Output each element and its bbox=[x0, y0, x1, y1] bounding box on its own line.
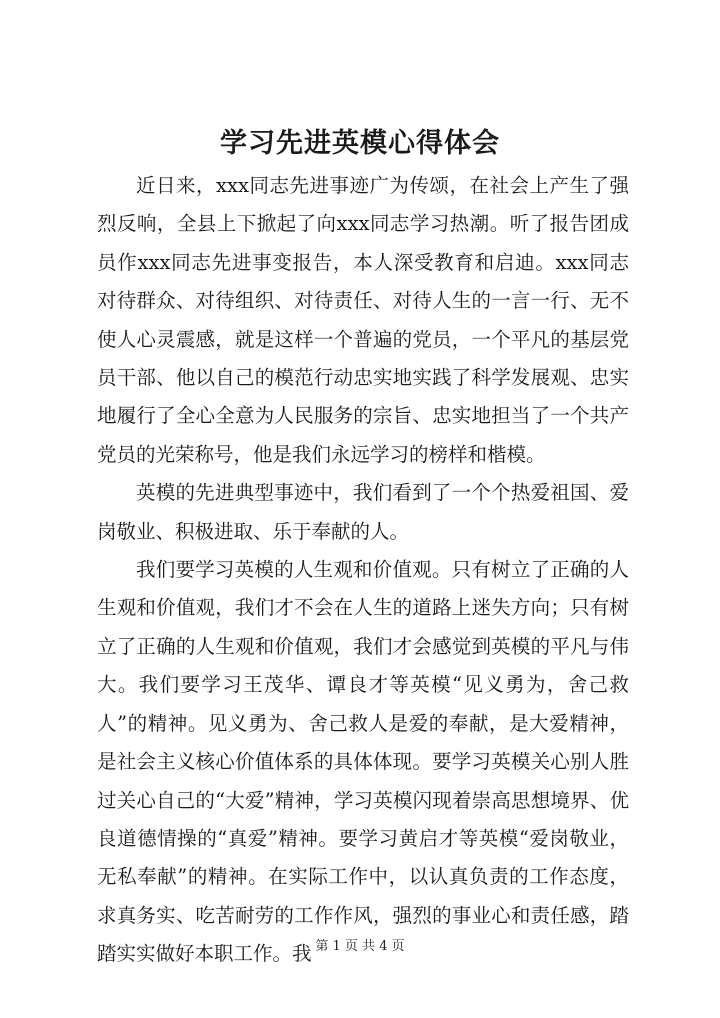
document-body bbox=[97, 167, 629, 974]
document-title: 学习先进英模心得体会 bbox=[220, 128, 500, 159]
page-number-label: 第 1 页 共 4 页 bbox=[315, 939, 405, 954]
paragraph-1: 近日来，xxx同志先进事迹广为传颂，在社会上产生了强烈反响，全县上下掀起了向xxx同志学习热潮。听了报告团成员作xxx同志先进事变报告，本人深受教育和启迪。xxx同志对待群众、对待组织、对待责任、对待人生的一言一行、无不使人心灵震感，就是这样一个普遍的党员，一个平凡的基层党员干部、他以自己的模范行动忠实地实践了科学发展观、忠实地履行了全心全意为人民服务的宗旨、忠实地担当了一个共产党员的光荣称号，他是我们永远学习的榜样和楷模。 bbox=[97, 174, 629, 466]
paragraph-3: 我们要学习英模的人生观和价值观。只有树立了正确的人生观和价值观，我们才不会在人生的道路上迷失方向；只有树立了正确的人生观和价值观，我们才会感觉到英模的平凡与伟大。我们要学习王茂华、谭良才等英模“见义勇为，舍己救人”的精神。见义勇为、舍己救人是爱的奉献，是大爱精神，是社会主义核心价值体系的具体体现。要学习英模关心别人胜过关心自己的“大爱”精神，学习英模闪现着崇高思想境界、优良道德情操的“真爱”精神。要学习黄启才等英模“爱岗敬业，无私奉献”的精神。在实际工作中，以认真负责的工作态度，求真务实、吃苦耐劳的工作作风，强烈的事业心和责任感，踏踏实实做好本职工作。我 bbox=[97, 558, 629, 966]
paragraph-2: 英模的先进典型事迹中，我们看到了一个个热爱祖国、爱岗敬业、积极进取、乐于奉献的人。 bbox=[97, 481, 629, 543]
page-footer bbox=[0, 937, 720, 957]
